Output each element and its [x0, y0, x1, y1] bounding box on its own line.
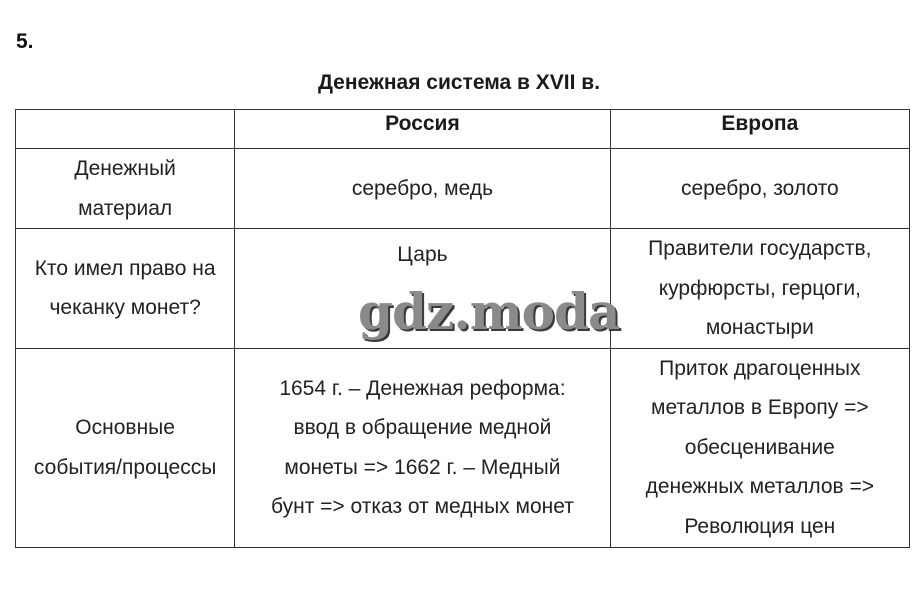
europe-cell-line: Революция цен: [684, 514, 836, 538]
europe-cell: [610, 229, 909, 349]
russia-cell: [235, 348, 610, 547]
russia-cell-line: бунт => отказ от медных монет: [271, 495, 574, 518]
row-label-line: события/процессы: [33, 455, 217, 479]
watermark: gdz.moda: [358, 282, 620, 341]
europe-cell-line: серебро, золото: [680, 176, 839, 200]
table-row-minting-right: [16, 229, 910, 349]
header-empty-cell: [16, 110, 235, 149]
europe-cell-line: обесценивание: [684, 435, 835, 459]
row-label-line: Денежный: [74, 157, 176, 180]
row-label-line: Основные: [75, 416, 175, 439]
row-label-cell: [16, 149, 235, 229]
table-row-material: [16, 149, 910, 229]
row-label-line: чеканку монет?: [49, 296, 201, 320]
europe-cell-line: денежных металлов =>: [645, 475, 875, 499]
russia-cell-line: ввод в обращение медной: [293, 416, 552, 439]
task-number: 5.: [16, 30, 34, 53]
table-row-events: [16, 348, 910, 547]
europe-cell-line: курфюрсты, герцоги,: [658, 276, 861, 300]
money-system-table: [15, 109, 910, 548]
russia-cell-line: 1654 г. – Денежная реформа:: [279, 376, 566, 400]
europe-cell: [610, 149, 909, 229]
russia-cell: [235, 229, 610, 349]
row-label-line: материал: [78, 196, 173, 220]
row-label-cell: [16, 229, 235, 349]
russia-cell-line: Царь: [397, 243, 448, 266]
europe-cell-line: Правители государств,: [648, 237, 872, 260]
header-russia: Россия: [235, 110, 610, 149]
russia-cell-line: монеты => 1662 г. – Медный: [284, 455, 561, 479]
russia-cell-line: серебро, медь: [351, 176, 494, 200]
europe-cell-line: металлов в Европу =>: [651, 396, 869, 420]
row-label-cell: [16, 348, 235, 547]
row-label-line: Кто имел право на: [34, 256, 216, 280]
russia-cell: [235, 149, 610, 229]
europe-cell-line: Приток драгоценных: [659, 356, 861, 380]
header-europe: Европа: [610, 110, 909, 149]
table-header-row: [16, 110, 910, 149]
europe-cell: [610, 348, 909, 547]
europe-cell-line: монастыри: [705, 316, 814, 339]
table-title: Денежная система в XVII в.: [317, 71, 601, 94]
